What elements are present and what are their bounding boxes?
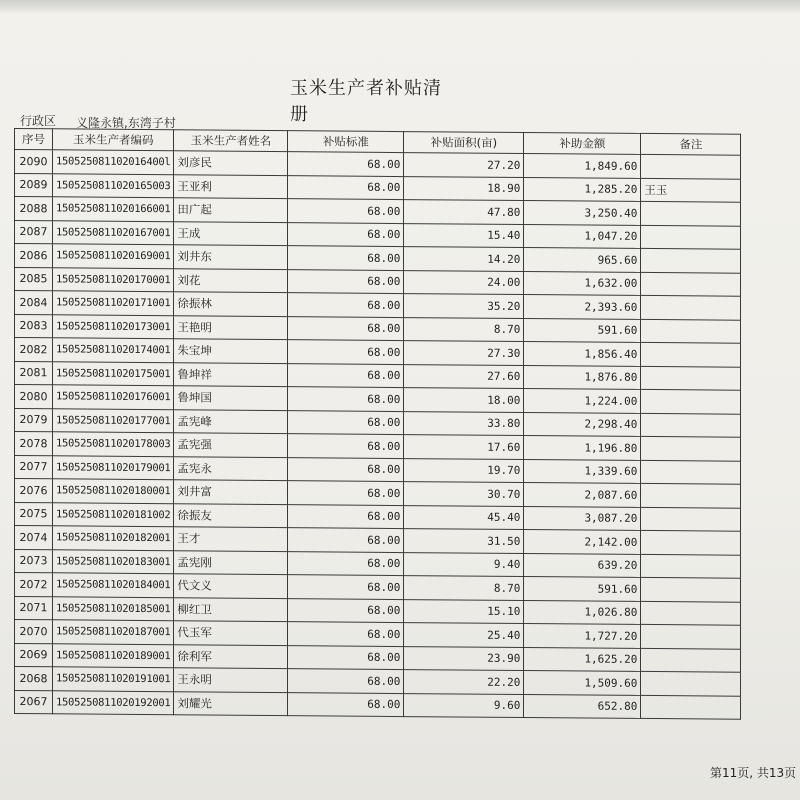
cell-area: 15.40 bbox=[404, 223, 524, 247]
cell-area: 14.20 bbox=[404, 247, 524, 271]
cell-seq: 2082 bbox=[15, 338, 53, 362]
cell-code: 1505250811020187001 bbox=[53, 620, 174, 644]
cell-amount: 1,856.40 bbox=[524, 342, 641, 366]
cell-standard: 68.00 bbox=[288, 575, 404, 599]
cell-note bbox=[641, 577, 741, 601]
cell-note bbox=[641, 460, 741, 484]
cell-standard: 68.00 bbox=[288, 504, 404, 528]
cell-seq: 2078 bbox=[15, 432, 53, 456]
cell-seq: 2088 bbox=[15, 197, 53, 221]
cell-seq: 2083 bbox=[15, 314, 53, 338]
cell-amount: 1,509.60 bbox=[524, 671, 641, 695]
cell-area: 19.70 bbox=[404, 458, 524, 482]
cell-note bbox=[641, 295, 741, 319]
cell-area: 24.00 bbox=[404, 270, 524, 294]
cell-area: 27.60 bbox=[404, 364, 524, 388]
cell-name: 刘彦民 bbox=[174, 151, 288, 175]
cell-note bbox=[641, 154, 741, 178]
cell-seq: 2086 bbox=[15, 244, 53, 268]
cell-code: 1505250811020191001 bbox=[53, 667, 174, 691]
cell-amount: 591.60 bbox=[524, 577, 641, 601]
cell-amount: 3,087.20 bbox=[524, 506, 641, 530]
cell-standard: 68.00 bbox=[288, 551, 404, 575]
cell-seq: 2089 bbox=[15, 173, 53, 197]
cell-seq: 2079 bbox=[15, 408, 53, 432]
cell-seq: 2087 bbox=[15, 220, 53, 244]
cell-standard: 68.00 bbox=[288, 246, 404, 270]
cell-note bbox=[641, 436, 741, 460]
cell-code: 1505250811020183001 bbox=[53, 549, 174, 573]
cell-name: 孟宪永 bbox=[174, 456, 288, 480]
cell-amount: 1,849.60 bbox=[524, 154, 641, 178]
cell-standard: 68.00 bbox=[288, 434, 404, 458]
cell-seq: 2070 bbox=[15, 620, 53, 644]
cell-code: 1505250811020189001 bbox=[53, 643, 174, 667]
cell-standard: 68.00 bbox=[288, 481, 404, 505]
cell-standard: 68.00 bbox=[288, 363, 404, 387]
cell-seq: 2081 bbox=[15, 361, 53, 385]
cell-code: 1505250811020184001 bbox=[53, 573, 174, 597]
cell-amount: 1,727.20 bbox=[524, 624, 641, 648]
cell-code: 1505250811020182001 bbox=[53, 526, 174, 550]
cell-name: 王艳明 bbox=[174, 315, 288, 339]
cell-amount: 1,224.00 bbox=[524, 389, 641, 413]
col-header-note: 备注 bbox=[641, 133, 741, 155]
cell-code: 1505250811020166001 bbox=[53, 197, 174, 221]
cell-standard: 68.00 bbox=[288, 199, 404, 223]
cell-note bbox=[641, 272, 741, 296]
cell-standard: 68.00 bbox=[288, 152, 404, 176]
cell-amount: 1,026.80 bbox=[524, 600, 641, 624]
cell-seq: 2068 bbox=[15, 667, 53, 691]
cell-code: 150525081102016400l bbox=[53, 150, 174, 174]
cell-amount: 965.60 bbox=[524, 248, 641, 272]
cell-note bbox=[641, 225, 741, 249]
cell-standard: 68.00 bbox=[288, 692, 404, 716]
cell-amount: 1,339.60 bbox=[524, 459, 641, 483]
cell-seq: 2085 bbox=[15, 267, 53, 291]
cell-name: 刘耀光 bbox=[174, 691, 288, 715]
cell-area: 27.30 bbox=[404, 341, 524, 365]
cell-area: 18.90 bbox=[404, 176, 524, 200]
cell-code: 1505250811020170001 bbox=[53, 267, 174, 291]
cell-note bbox=[641, 601, 741, 625]
cell-code: 1505250811020165003 bbox=[53, 173, 174, 197]
cell-seq: 2075 bbox=[15, 502, 53, 526]
cell-seq: 2071 bbox=[15, 596, 53, 620]
table-row bbox=[15, 690, 741, 719]
cell-code: 1505250811020173001 bbox=[53, 314, 174, 338]
cell-standard: 68.00 bbox=[288, 622, 404, 646]
cell-standard: 68.00 bbox=[288, 645, 404, 669]
cell-standard: 68.00 bbox=[288, 457, 404, 481]
cell-note bbox=[641, 413, 741, 437]
cell-standard: 68.00 bbox=[288, 528, 404, 552]
subsidy-table bbox=[14, 128, 741, 720]
cell-amount: 639.20 bbox=[524, 553, 641, 577]
cell-seq: 2077 bbox=[15, 455, 53, 479]
cell-code: 1505250811020185001 bbox=[53, 596, 174, 620]
cell-code: 1505250811020192001 bbox=[53, 690, 174, 714]
cell-note bbox=[641, 342, 741, 366]
cell-amount: 1,196.80 bbox=[524, 436, 641, 460]
cell-area: 22.20 bbox=[404, 670, 524, 694]
cell-name: 代文义 bbox=[174, 574, 288, 598]
cell-seq: 2090 bbox=[15, 150, 53, 174]
col-header-seq: 序号 bbox=[15, 129, 53, 150]
cell-area: 9.60 bbox=[404, 693, 524, 717]
cell-code: 1505250811020167001 bbox=[53, 220, 174, 244]
cell-note bbox=[641, 624, 741, 648]
cell-area: 45.40 bbox=[404, 505, 524, 529]
cell-amount: 1,625.20 bbox=[524, 647, 641, 671]
cell-note bbox=[641, 319, 741, 343]
cell-note bbox=[641, 530, 741, 554]
cell-area: 15.10 bbox=[404, 599, 524, 623]
col-header-name: 玉米生产者姓名 bbox=[174, 130, 288, 152]
cell-amount: 3,250.40 bbox=[524, 201, 641, 225]
cell-area: 8.70 bbox=[404, 317, 524, 341]
cell-area: 31.50 bbox=[404, 529, 524, 553]
cell-name: 徐利军 bbox=[174, 644, 288, 668]
cell-code: 1505250811020175001 bbox=[53, 361, 174, 385]
page-footer: 第11页, 共13页 bbox=[710, 766, 797, 780]
table-body bbox=[15, 150, 741, 720]
cell-area: 17.60 bbox=[404, 435, 524, 459]
cell-name: 刘井东 bbox=[174, 245, 288, 269]
cell-seq: 2072 bbox=[15, 573, 53, 597]
cell-seq: 2073 bbox=[15, 549, 53, 573]
cell-name: 孟宪强 bbox=[174, 433, 288, 457]
cell-note bbox=[641, 483, 741, 507]
cell-amount: 2,087.60 bbox=[524, 483, 641, 507]
cell-name: 孟宪刚 bbox=[174, 550, 288, 574]
cell-standard: 68.00 bbox=[288, 387, 404, 411]
cell-seq: 2074 bbox=[15, 526, 53, 550]
cell-name: 田广起 bbox=[174, 198, 288, 222]
col-header-area: 补贴面积(亩) bbox=[404, 132, 524, 154]
cell-code: 1505250811020179001 bbox=[53, 455, 174, 479]
cell-area: 18.00 bbox=[404, 388, 524, 412]
cell-code: 1505250811020176001 bbox=[53, 385, 174, 409]
page-edge-shadow bbox=[0, 0, 800, 14]
cell-standard: 68.00 bbox=[288, 293, 404, 317]
cell-amount: 1,876.80 bbox=[524, 365, 641, 389]
region-value: 义隆永镇,东湾子村 bbox=[76, 116, 176, 130]
cell-area: 30.70 bbox=[404, 482, 524, 506]
cell-note: 王玉 bbox=[641, 178, 741, 202]
cell-amount: 1,285.20 bbox=[524, 177, 641, 201]
cell-seq: 2069 bbox=[15, 643, 53, 667]
cell-area: 27.20 bbox=[404, 153, 524, 177]
cell-amount: 2,142.00 bbox=[524, 530, 641, 554]
cell-code: 1505250811020171001 bbox=[53, 291, 174, 315]
cell-area: 33.80 bbox=[404, 411, 524, 435]
cell-area: 23.90 bbox=[404, 646, 524, 670]
cell-note bbox=[641, 554, 741, 578]
cell-name: 孟宪峰 bbox=[174, 409, 288, 433]
cell-standard: 68.00 bbox=[288, 316, 404, 340]
cell-area: 25.40 bbox=[404, 623, 524, 647]
cell-area: 8.70 bbox=[404, 576, 524, 600]
cell-standard: 68.00 bbox=[288, 222, 404, 246]
cell-note bbox=[641, 671, 741, 695]
cell-standard: 68.00 bbox=[288, 340, 404, 364]
cell-code: 1505250811020180001 bbox=[53, 479, 174, 503]
cell-area: 9.40 bbox=[404, 552, 524, 576]
cell-standard: 68.00 bbox=[288, 669, 404, 693]
cell-name: 王才 bbox=[174, 527, 288, 551]
cell-name: 代玉军 bbox=[174, 621, 288, 645]
cell-name: 王成 bbox=[174, 221, 288, 245]
cell-standard: 68.00 bbox=[288, 410, 404, 434]
cell-name: 王亚利 bbox=[174, 174, 288, 198]
document-title: 玉米生产者补贴清册 bbox=[290, 78, 442, 125]
cell-seq: 2084 bbox=[15, 291, 53, 315]
cell-name: 朱宝坤 bbox=[174, 339, 288, 363]
cell-code: 1505250811020181002 bbox=[53, 502, 174, 526]
cell-name: 徐振林 bbox=[174, 292, 288, 316]
cell-area: 47.80 bbox=[404, 200, 524, 224]
cell-name: 王永明 bbox=[174, 668, 288, 692]
cell-amount: 1,632.00 bbox=[524, 271, 641, 295]
cell-name: 鲁坤祥 bbox=[174, 362, 288, 386]
col-header-standard: 补贴标准 bbox=[288, 131, 404, 153]
cell-code: 1505250811020174001 bbox=[53, 338, 174, 362]
cell-code: 1505250811020169001 bbox=[53, 244, 174, 268]
cell-seq: 2076 bbox=[15, 479, 53, 503]
cell-note bbox=[641, 201, 741, 225]
cell-seq: 2080 bbox=[15, 385, 53, 409]
cell-amount: 2,393.60 bbox=[524, 295, 641, 319]
cell-standard: 68.00 bbox=[288, 175, 404, 199]
cell-name: 鲁坤国 bbox=[174, 386, 288, 410]
cell-amount: 1,047.20 bbox=[524, 224, 641, 248]
cell-standard: 68.00 bbox=[288, 269, 404, 293]
cell-note bbox=[641, 507, 741, 531]
col-header-amount: 补助金额 bbox=[524, 133, 641, 155]
col-header-code: 玉米生产者编码 bbox=[53, 129, 174, 151]
cell-amount: 652.80 bbox=[524, 694, 641, 718]
cell-note bbox=[641, 648, 741, 672]
cell-note bbox=[641, 695, 741, 719]
cell-amount: 591.60 bbox=[524, 318, 641, 342]
cell-code: 1505250811020178003 bbox=[53, 432, 174, 456]
cell-seq: 2067 bbox=[15, 690, 53, 714]
cell-note bbox=[641, 389, 741, 413]
cell-name: 徐振友 bbox=[174, 503, 288, 527]
cell-note bbox=[641, 248, 741, 272]
cell-code: 1505250811020177001 bbox=[53, 408, 174, 432]
cell-note bbox=[641, 366, 741, 390]
cell-name: 刘井富 bbox=[174, 480, 288, 504]
cell-name: 柳红卫 bbox=[174, 597, 288, 621]
cell-name: 刘花 bbox=[174, 268, 288, 292]
cell-standard: 68.00 bbox=[288, 598, 404, 622]
cell-amount: 2,298.40 bbox=[524, 412, 641, 436]
region-label: 行政区 bbox=[20, 114, 57, 128]
cell-area: 35.20 bbox=[404, 294, 524, 318]
